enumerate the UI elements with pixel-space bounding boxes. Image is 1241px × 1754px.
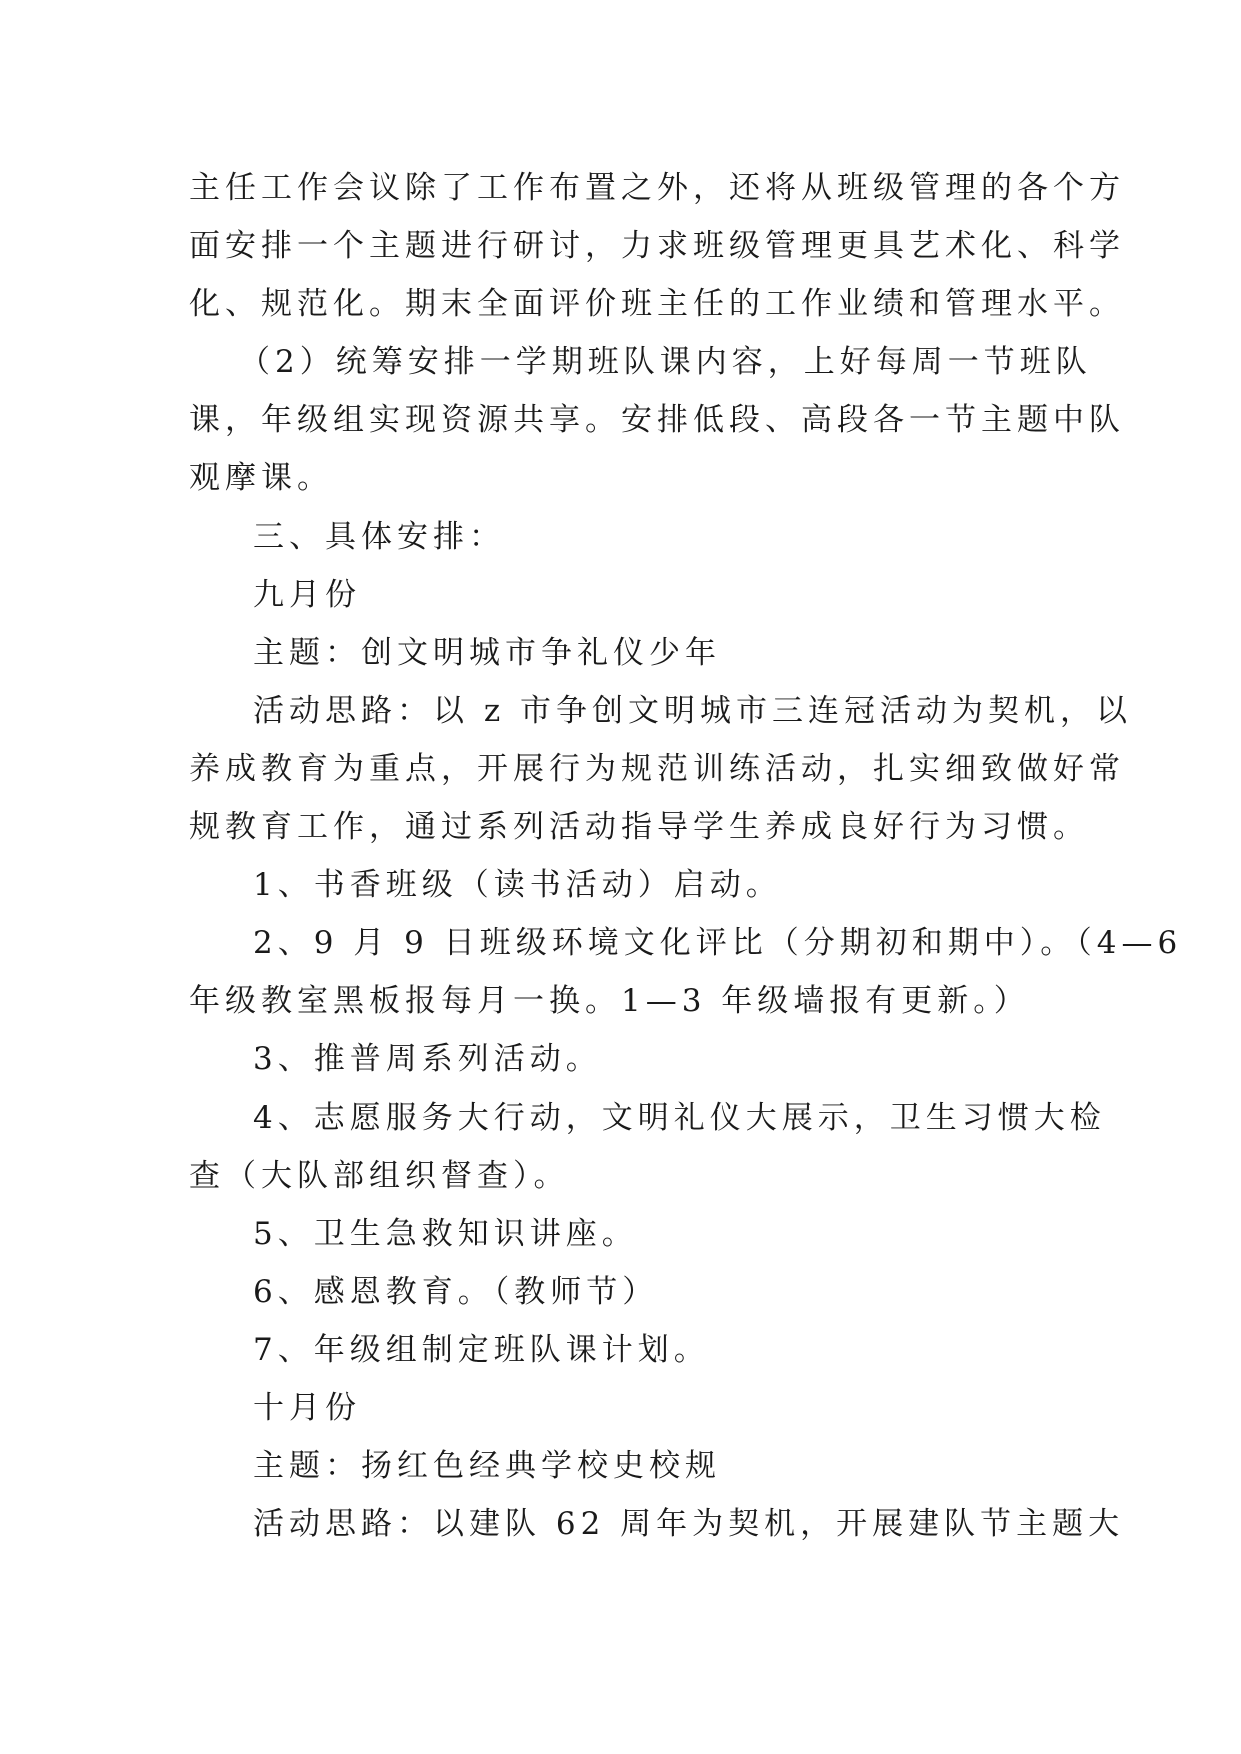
paragraph-line: 课，年级组实现资源共享。安排低段、高段各一节主题中队 <box>189 402 1125 439</box>
paragraph-line: 年级教室黑板报每月一换。1—3 年级墙报有更新。） <box>189 983 1030 1020</box>
paragraph-line: 活动思路：以建队 62 周年为契机，开展建队节主题大 <box>253 1506 1125 1543</box>
paragraph-line: 活动思路：以 z 市争创文明城市三连冠活动为契机，以 <box>253 692 1133 729</box>
section-heading: 三、具体安排： <box>253 518 505 555</box>
document-body <box>189 159 1183 1553</box>
list-item: 2、9 月 9 日班级环境文化评比（分期初和期中）。（4—6 <box>253 925 1183 962</box>
paragraph-line: 养成教育为重点，开展行为规范训练活动，扎实细致做好常 <box>189 750 1125 787</box>
list-item: 3、推普周系列活动。 <box>253 1041 602 1078</box>
theme-line: 主题：创文明城市争礼仪少年 <box>253 634 721 671</box>
paragraph-line: 化、规范化。期末全面评价班主任的工作业绩和管理水平。 <box>189 286 1125 323</box>
list-item: 4、志愿服务大行动，文明礼仪大展示，卫生习惯大检 <box>253 1099 1106 1136</box>
list-item: 7、年级组制定班队课计划。 <box>253 1331 710 1368</box>
paragraph-line: 观摩课。 <box>189 460 333 497</box>
paragraph-line: 面安排一个主题进行研讨，力求班级管理更具艺术化、科学 <box>189 228 1125 265</box>
paragraph-line: 主任工作会议除了工作布置之外，还将从班级管理的各个方 <box>189 170 1125 206</box>
paragraph-line: （2）统筹安排一学期班队课内容，上好每周一节班队 <box>239 344 1092 381</box>
month-heading: 十月份 <box>253 1389 361 1426</box>
month-heading: 九月份 <box>253 576 361 613</box>
list-item: 1、书香班级（读书活动）启动。 <box>253 867 782 904</box>
theme-line: 主题：扬红色经典学校史校规 <box>253 1448 721 1485</box>
list-item: 5、卫生急救知识讲座。 <box>253 1215 638 1252</box>
paragraph-line: 规教育工作，通过系列活动指导学生养成良好行为习惯。 <box>189 809 1089 846</box>
paragraph-line: 查（大队部组织督查）。 <box>189 1157 570 1194</box>
list-item: 6、感恩教育。（教师节） <box>253 1273 659 1310</box>
